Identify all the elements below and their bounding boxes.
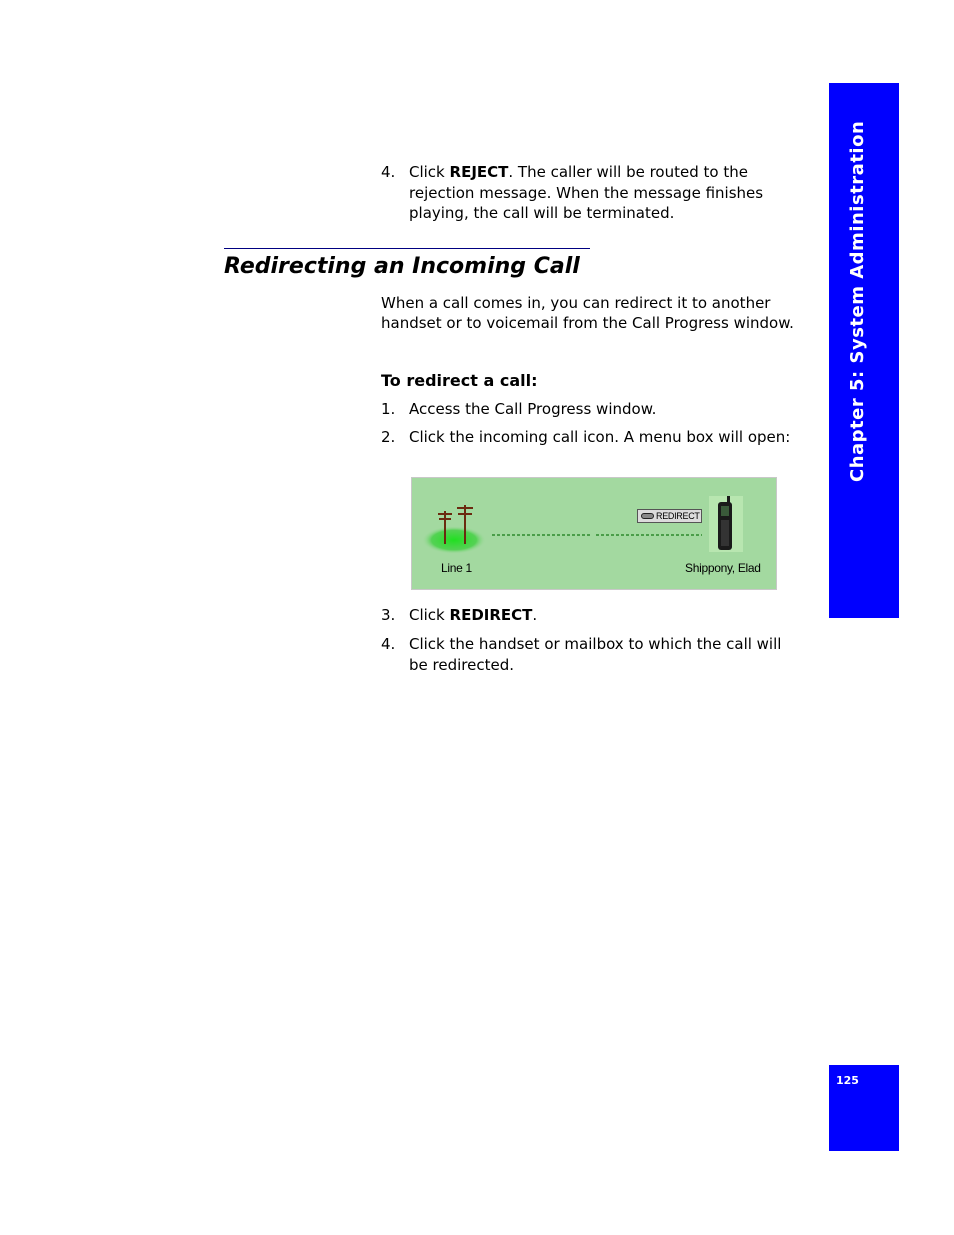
step-number: 2. — [381, 428, 396, 446]
step-text: Click the handset or mailbox to which the call will be redirected. — [409, 635, 782, 674]
line-glow-icon — [422, 526, 486, 554]
chapter-tab-label: Chapter 5: System Administration — [847, 120, 868, 482]
step-text: . — [532, 606, 538, 624]
phone-pill-icon — [641, 513, 654, 519]
step-number: 4. — [381, 163, 396, 181]
list-item — [381, 605, 801, 626]
redirect-button-label: REDIRECT — [656, 511, 700, 521]
step-number: 4. — [381, 635, 396, 653]
reject-step — [381, 162, 801, 224]
list-item — [381, 427, 801, 448]
list-item — [381, 399, 801, 420]
step-number: 3. — [381, 606, 396, 624]
procedure-title: To redirect a call: — [381, 371, 538, 390]
intro-paragraph: When a call comes in, you can redirect it to another handset or to voicemail from the Call Progress window. — [381, 294, 794, 332]
line-label: Line 1 — [441, 561, 472, 575]
page-number-tab — [829, 1065, 899, 1151]
call-progress-screenshot — [411, 477, 777, 590]
step-text: Click the incoming call icon. A menu box will open: — [409, 428, 791, 446]
cell-phone-icon — [709, 496, 743, 552]
section-rule — [224, 248, 590, 249]
step-text: Click — [409, 163, 450, 181]
page-number: 125 — [836, 1074, 859, 1087]
handset-label: Shippony, Elad — [685, 561, 761, 575]
redirect-keyword: REDIRECT — [449, 606, 533, 624]
step-text: Access the Call Progress window. — [409, 400, 657, 418]
reject-keyword: REJECT — [449, 163, 509, 181]
list-item — [381, 634, 801, 675]
step-number: 1. — [381, 400, 396, 418]
section-title: Redirecting an Incoming Call — [224, 254, 580, 279]
step-text: . The caller will be routed to the rejection message. When the message finishes playing, the call will be terminated. — [409, 163, 764, 222]
redirect-menu-button[interactable] — [637, 509, 702, 523]
step-text: Click — [409, 606, 450, 624]
